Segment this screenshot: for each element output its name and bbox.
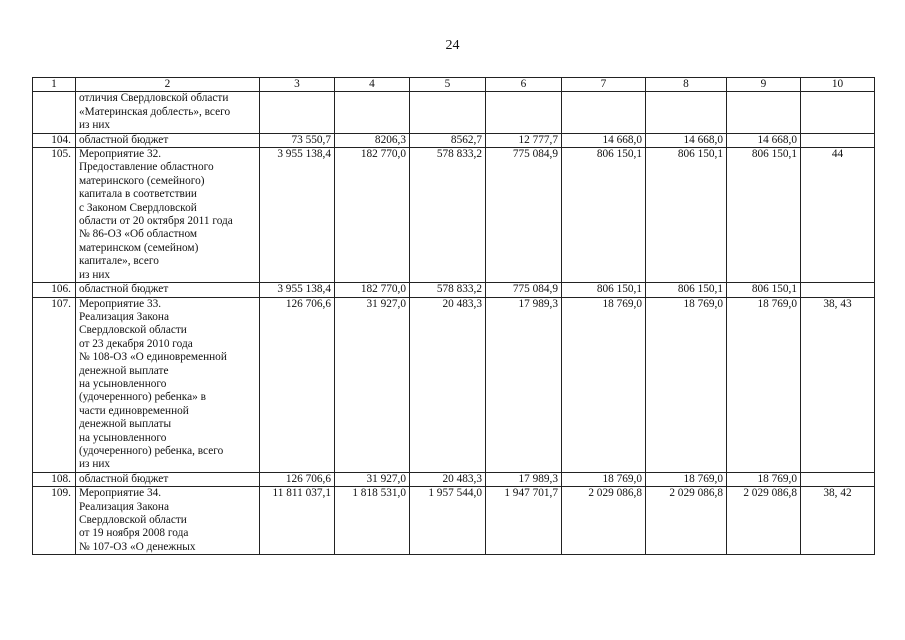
amount-cell: 18 769,0 bbox=[562, 472, 646, 486]
amount-cell: 806 150,1 bbox=[727, 283, 801, 297]
amount-cell: 806 150,1 bbox=[562, 283, 646, 297]
amount-cell: 18 769,0 bbox=[562, 297, 646, 472]
amount-cell bbox=[486, 92, 562, 133]
reference-cell bbox=[801, 283, 875, 297]
row-number-cell: 109. bbox=[33, 487, 76, 555]
amount-cell: 1 947 701,7 bbox=[486, 487, 562, 555]
row-number-cell: 104. bbox=[33, 133, 76, 147]
description-cell: областной бюджет bbox=[76, 472, 260, 486]
amount-cell: 2 029 086,8 bbox=[562, 487, 646, 555]
amount-cell: 182 770,0 bbox=[335, 148, 410, 283]
table-row bbox=[33, 92, 875, 133]
table-header-row bbox=[33, 78, 875, 92]
reference-cell bbox=[801, 133, 875, 147]
amount-cell: 1 818 531,0 bbox=[335, 487, 410, 555]
description-cell: областной бюджет bbox=[76, 283, 260, 297]
amount-cell bbox=[335, 92, 410, 133]
reference-cell: 38, 42 bbox=[801, 487, 875, 555]
amount-cell: 31 927,0 bbox=[335, 472, 410, 486]
amount-cell: 806 150,1 bbox=[562, 148, 646, 283]
column-header: 5 bbox=[410, 78, 486, 92]
reference-cell bbox=[801, 92, 875, 133]
description-cell: областной бюджет bbox=[76, 133, 260, 147]
description-cell: Мероприятие 34. Реализация Закона Свердловской области от 19 ноября 2008 года № 107-ОЗ «О денежных bbox=[76, 487, 260, 555]
row-number-cell bbox=[33, 92, 76, 133]
column-header: 4 bbox=[335, 78, 410, 92]
amount-cell: 18 769,0 bbox=[646, 297, 727, 472]
amount-cell: 8562,7 bbox=[410, 133, 486, 147]
amount-cell: 17 989,3 bbox=[486, 297, 562, 472]
amount-cell: 17 989,3 bbox=[486, 472, 562, 486]
column-header: 3 bbox=[260, 78, 335, 92]
table-row bbox=[33, 148, 875, 283]
amount-cell: 182 770,0 bbox=[335, 283, 410, 297]
description-cell: Мероприятие 32. Предоставление областного материнского (семейного) капитала в соответствии с Законом Свердловской области от 20 октября 2011 года № 86-ОЗ «Об областном материнском (семейном) капитале», всего из них bbox=[76, 148, 260, 283]
table-row bbox=[33, 133, 875, 147]
amount-cell: 775 084,9 bbox=[486, 148, 562, 283]
amount-cell: 8206,3 bbox=[335, 133, 410, 147]
amount-cell: 73 550,7 bbox=[260, 133, 335, 147]
amount-cell bbox=[646, 92, 727, 133]
amount-cell: 2 029 086,8 bbox=[727, 487, 801, 555]
amount-cell: 3 955 138,4 bbox=[260, 283, 335, 297]
amount-cell: 31 927,0 bbox=[335, 297, 410, 472]
amount-cell: 14 668,0 bbox=[727, 133, 801, 147]
amount-cell: 806 150,1 bbox=[646, 283, 727, 297]
budget-table bbox=[32, 77, 875, 555]
amount-cell: 2 029 086,8 bbox=[646, 487, 727, 555]
amount-cell: 18 769,0 bbox=[727, 472, 801, 486]
amount-cell: 578 833,2 bbox=[410, 283, 486, 297]
table-row bbox=[33, 487, 875, 555]
row-number-cell: 108. bbox=[33, 472, 76, 486]
amount-cell bbox=[410, 92, 486, 133]
column-header: 7 bbox=[562, 78, 646, 92]
amount-cell: 806 150,1 bbox=[727, 148, 801, 283]
amount-cell: 11 811 037,1 bbox=[260, 487, 335, 555]
amount-cell bbox=[727, 92, 801, 133]
reference-cell: 44 bbox=[801, 148, 875, 283]
amount-cell: 14 668,0 bbox=[562, 133, 646, 147]
amount-cell: 20 483,3 bbox=[410, 297, 486, 472]
column-header: 9 bbox=[727, 78, 801, 92]
amount-cell: 12 777,7 bbox=[486, 133, 562, 147]
amount-cell: 18 769,0 bbox=[646, 472, 727, 486]
reference-cell bbox=[801, 472, 875, 486]
amount-cell: 20 483,3 bbox=[410, 472, 486, 486]
description-cell: Мероприятие 33. Реализация Закона Свердловской области от 23 декабря 2010 года № 108-ОЗ «О единовременной денежной выплате на усыновленного (удочеренного) ребенка» в части единовременной денежной выплаты на усыновленного (удочеренного) ребенка, всего из них bbox=[76, 297, 260, 472]
amount-cell: 126 706,6 bbox=[260, 472, 335, 486]
amount-cell: 806 150,1 bbox=[646, 148, 727, 283]
table-row bbox=[33, 472, 875, 486]
amount-cell: 3 955 138,4 bbox=[260, 148, 335, 283]
row-number-cell: 106. bbox=[33, 283, 76, 297]
column-header: 1 bbox=[33, 78, 76, 92]
description-cell: отличия Свердловской области «Материнская доблесть», всего из них bbox=[76, 92, 260, 133]
table-row bbox=[33, 283, 875, 297]
table-row bbox=[33, 297, 875, 472]
amount-cell: 18 769,0 bbox=[727, 297, 801, 472]
amount-cell: 1 957 544,0 bbox=[410, 487, 486, 555]
amount-cell: 578 833,2 bbox=[410, 148, 486, 283]
row-number-cell: 107. bbox=[33, 297, 76, 472]
row-number-cell: 105. bbox=[33, 148, 76, 283]
amount-cell: 126 706,6 bbox=[260, 297, 335, 472]
column-header: 6 bbox=[486, 78, 562, 92]
reference-cell: 38, 43 bbox=[801, 297, 875, 472]
column-header: 2 bbox=[76, 78, 260, 92]
column-header: 10 bbox=[801, 78, 875, 92]
amount-cell bbox=[260, 92, 335, 133]
column-header: 8 bbox=[646, 78, 727, 92]
amount-cell bbox=[562, 92, 646, 133]
page-number: 24 bbox=[445, 38, 460, 53]
amount-cell: 775 084,9 bbox=[486, 283, 562, 297]
amount-cell: 14 668,0 bbox=[646, 133, 727, 147]
